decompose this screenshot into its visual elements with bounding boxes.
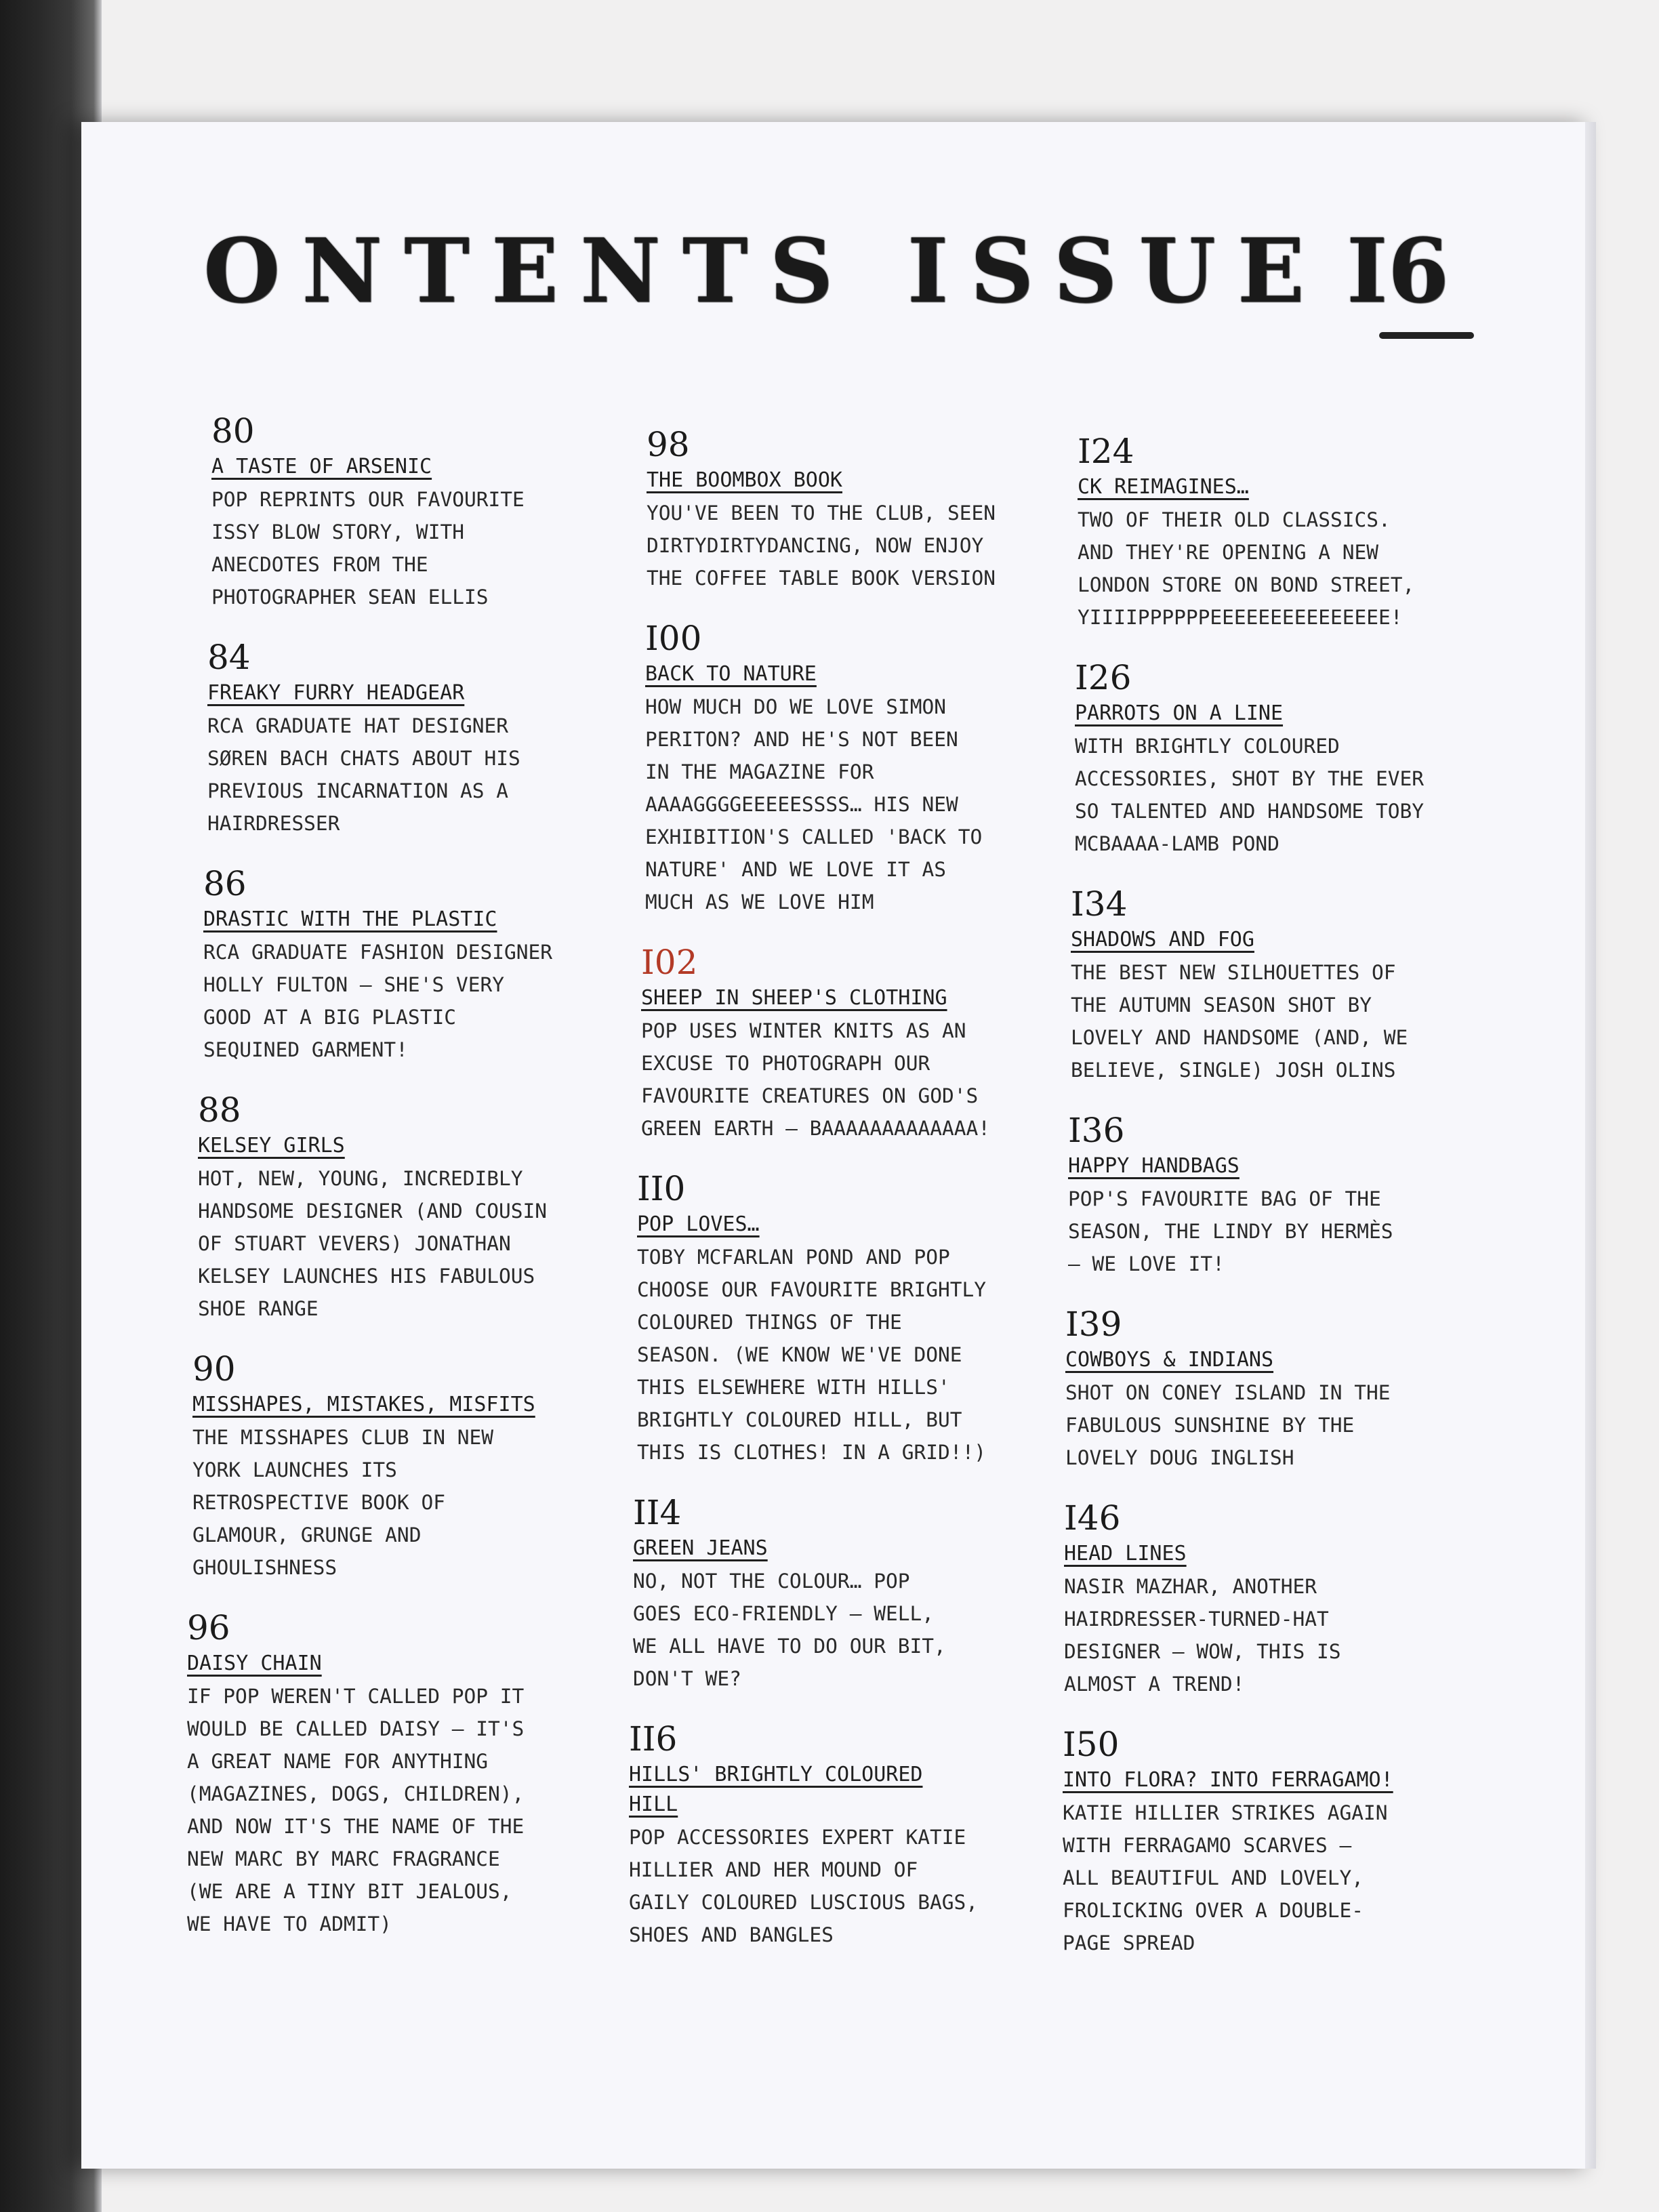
page-number: I24 — [1078, 432, 1134, 471]
page-number: I39 — [1065, 1305, 1122, 1344]
article-description: TWO OF THEIR OLD CLASSICS. AND THEY'RE OPENING A NEW LONDON STORE ON BOND STREET, YIIIIPPPPPPEEEEEEEEEEEEEEE! — [1078, 508, 1415, 629]
page-number: 86 — [203, 864, 247, 903]
article-description: RCA GRADUATE HAT DESIGNER SØREN BACH CHATS ABOUT HIS PREVIOUS INCARNATION AS A HAIRDRESSER — [207, 714, 520, 835]
contents-entry — [207, 636, 618, 840]
article-description: SHOT ON CONEY ISLAND IN THE FABULOUS SUNSHINE BY THE LOVELY DOUG INGLISH — [1065, 1381, 1391, 1469]
page-number: I00 — [645, 619, 702, 658]
article-description: POP USES WINTER KNITS AS AN EXCUSE TO PHOTOGRAPH OUR FAVOURITE CREATURES ON GOD'S GREEN EARTH – BAAAAAAAAAAAAA! — [641, 1019, 991, 1140]
article-description: IF POP WEREN'T CALLED POP IT WOULD BE CALLED DAISY – IT'S A GREAT NAME FOR ANYTHING (MAGAZINES, DOGS, CHILDREN), AND NOW IT'S THE NAME OF THE NEW MARC BY MARC FRAGRANCE (WE ARE A TINY BIT JEALOUS, WE HAVE TO ADMIT) — [187, 1685, 525, 1936]
contents-entry — [647, 424, 1052, 594]
issue-number-underline — [1379, 332, 1474, 339]
contents-entry — [1064, 1497, 1491, 1700]
contents-entry — [629, 1718, 1052, 1951]
page-edge — [1585, 122, 1596, 2169]
article-description: YOU'VE BEEN TO THE CLUB, SEEN DIRTYDIRTYDANCING, NOW ENJOY THE COFFEE TABLE BOOK VERSION — [647, 501, 996, 590]
page-number: 88 — [198, 1090, 241, 1130]
article-description: HOT, NEW, YOUNG, INCREDIBLY HANDSOME DESIGNER (AND COUSIN OF STUART VEVERS) JONATHAN KELSEY LAUNCHES HIS FABULOUS SHOE RANGE — [198, 1167, 548, 1320]
contents-entry — [641, 941, 1052, 1145]
article-heading: SHEEP IN SHEEP'S CLOTHING — [641, 986, 947, 1010]
article-description: HOW MUCH DO WE LOVE SIMON PERITON? AND HE'S NOT BEEN IN THE MAGAZINE FOR AAAAGGGGEEEEESSSS… HIS NEW EXHIBITION'S CALLED 'BACK TO NATURE' AND WE LOVE IT AS MUCH AS WE LOVE HIM — [645, 695, 983, 914]
article-heading: INTO FLORA? INTO FERRAGAMO! — [1063, 1768, 1393, 1792]
article-description: POP ACCESSORIES EXPERT KATIE HILLIER AND HER MOUND OF GAILY COLOURED LUSCIOUS BAGS, SHOES AND BANGLES — [629, 1826, 979, 1946]
issue-number: I6 — [1346, 219, 1450, 323]
contents-entry — [1063, 1723, 1491, 1959]
article-heading: THE BOOMBOX BOOK — [647, 468, 842, 492]
article-heading: BACK TO NATURE — [645, 662, 817, 686]
page-number: I50 — [1063, 1725, 1120, 1764]
page-number: 98 — [647, 425, 690, 464]
article-description: THE MISSHAPES CLUB IN NEW YORK LAUNCHES ITS RETROSPECTIVE BOOK OF GLAMOUR, GRUNGE AND GHOULISHNESS — [192, 1426, 494, 1579]
page-number: II6 — [629, 1719, 678, 1759]
article-heading: GREEN JEANS — [633, 1536, 768, 1560]
article-description: POP'S FAVOURITE BAG OF THE SEASON, THE LINDY BY HERMÈS – WE LOVE IT! — [1068, 1187, 1393, 1275]
page-number: I46 — [1064, 1498, 1121, 1538]
article-heading: POP LOVES… — [637, 1212, 760, 1236]
contents-entry — [211, 410, 618, 613]
article-heading: PARROTS ON A LINE — [1075, 701, 1284, 725]
article-description: NASIR MAZHAR, ANOTHER HAIRDRESSER-TURNED-HAT DESIGNER – WOW, THIS IS ALMOST A TREND! — [1064, 1575, 1341, 1696]
page-number: 80 — [211, 411, 255, 451]
article-heading: FREAKY FURRY HEADGEAR — [207, 681, 465, 705]
page-number: II4 — [633, 1493, 682, 1532]
article-heading: HAPPY HANDBAGS — [1068, 1154, 1240, 1178]
page-number: I34 — [1071, 884, 1128, 924]
article-heading: A TASTE OF ARSENIC — [211, 455, 432, 478]
contents-entry — [633, 1492, 1052, 1695]
article-heading: HEAD LINES — [1064, 1542, 1187, 1565]
page-number: II0 — [637, 1169, 686, 1208]
article-heading: HILLS' BRIGHTLY COLOURED HILL — [629, 1763, 923, 1816]
contents-entry — [198, 1089, 618, 1325]
contents-entry — [637, 1168, 1052, 1469]
article-heading: COWBOYS & INDIANS — [1065, 1348, 1274, 1372]
contents-column-3 — [1057, 430, 1491, 1982]
article-description: WITH BRIGHTLY COLOURED ACCESSORIES, SHOT BY THE EVER SO TALENTED AND HANDSOME TOBY MCBAAAA-LAMB POND — [1075, 735, 1425, 855]
article-heading: CK REIMAGINES… — [1078, 475, 1249, 499]
page-number: 84 — [207, 638, 251, 677]
contents-entry — [1065, 1303, 1491, 1474]
article-heading: KELSEY GIRLS — [198, 1134, 345, 1158]
article-heading: SHADOWS AND FOG — [1071, 928, 1254, 951]
contents-entry — [1075, 657, 1491, 860]
article-heading: DRASTIC WITH THE PLASTIC — [203, 907, 497, 931]
page-number: 96 — [187, 1608, 230, 1647]
article-description: TOBY MCFARLAN POND AND POP CHOOSE OUR FAVOURITE BRIGHTLY COLOURED THINGS OF THE SEASON. (WE KNOW WE'VE DONE THIS ELSEWHERE WITH HILLS' BRIGHTLY COLOURED HILL, BUT THIS IS CLOTHES! IN A GRID!!) — [637, 1246, 987, 1464]
article-description: RCA GRADUATE FASHION DESIGNER HOLLY FULTON – SHE'S VERY GOOD AT A BIG PLASTIC SEQUINED GARMENT! — [203, 941, 553, 1061]
page-number: I26 — [1075, 658, 1132, 697]
page-number: I02 — [641, 943, 698, 982]
contents-entry — [187, 1607, 618, 1940]
contents-column-1 — [184, 410, 618, 1963]
contents-entry — [1071, 883, 1491, 1086]
article-description: THE BEST NEW SILHOUETTES OF THE AUTUMN SEASON SHOT BY LOVELY AND HANDSOME (AND, WE BELIEVE, SINGLE) JOSH OLINS — [1071, 961, 1408, 1082]
title-text: ONTENTS ISSUE — [203, 219, 1326, 323]
contents-entry — [645, 617, 1052, 918]
article-heading: DAISY CHAIN — [187, 1652, 322, 1675]
article-description: POP REPRINTS OUR FAVOURITE ISSY BLOW STORY, WITH ANECDOTES FROM THE PHOTOGRAPHER SEAN ELLIS — [211, 488, 525, 609]
contents-entry — [1068, 1109, 1491, 1280]
contents-entry — [192, 1348, 618, 1584]
article-heading: MISSHAPES, MISTAKES, MISFITS — [192, 1393, 535, 1416]
article-description: KATIE HILLIER STRIKES AGAIN WITH FERRAGAMO SCARVES – ALL BEAUTIFUL AND LOVELY, FROLICKING OVER A DOUBLE- PAGE SPREAD — [1063, 1801, 1388, 1954]
contents-entry — [1078, 430, 1491, 634]
page-number: 90 — [192, 1349, 236, 1389]
page-number: I36 — [1068, 1111, 1125, 1150]
contents-entry — [203, 863, 618, 1066]
page-title — [203, 220, 1491, 335]
contents-column-2 — [618, 424, 1052, 1974]
article-description: NO, NOT THE COLOUR… POP GOES ECO-FRIENDLY – WELL, WE ALL HAVE TO DO OUR BIT, DON'T WE? — [633, 1570, 946, 1690]
